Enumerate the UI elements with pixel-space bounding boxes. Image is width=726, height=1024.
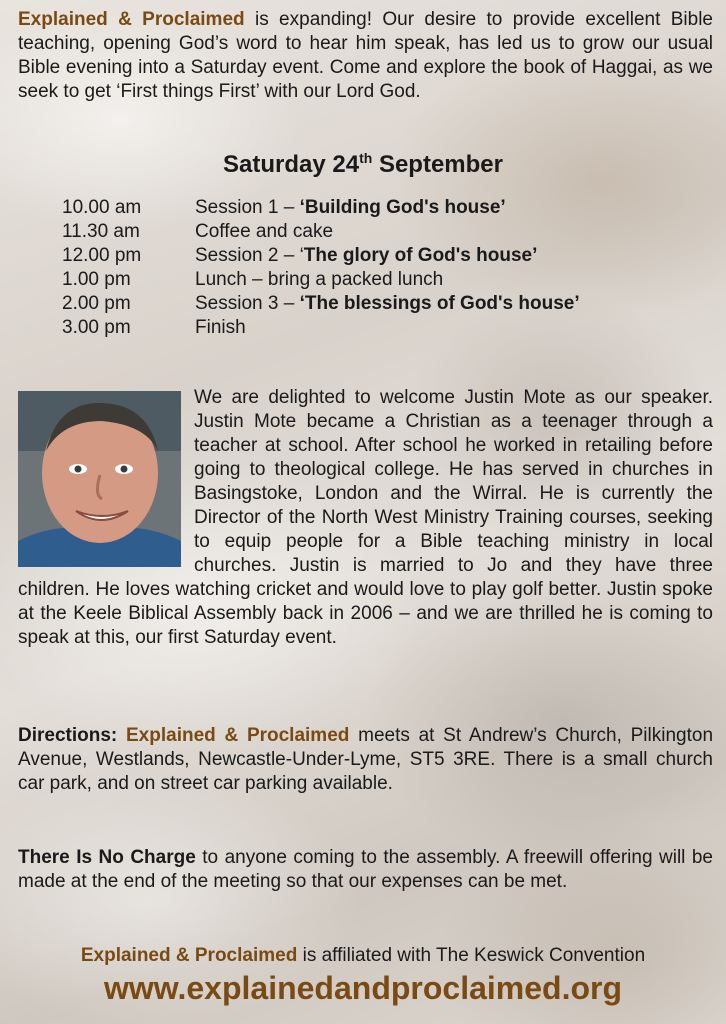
affiliation-line: Explained & Proclaimed is affiliated with The Keswick Convention	[80, 945, 646, 966]
schedule-row: 12.00 pm Session 2 – ‘The glory of God's house’	[62, 245, 538, 266]
speaker-bio: We are delighted to welcome Justin Mote as our speaker. Justin Mote became a Christian as a teenager through a teacher at school. After school he worked in retailing before going to theological college. He has served in churches in Basingstoke, London and the Wirral. He is currently the Director of the North West Ministry Training courses, seeking to equip people for a Bible teaching ministry in local churches. Justin is married to Jo and they have three children. He loves watching cricket and would love to play golf better. Justin spoke at the Keele Biblical Assembly back in 2006 – and we are thrilled he is coming to speak at this, our first Saturday event.	[18, 387, 713, 648]
photo-spacer	[18, 386, 194, 570]
schedule-row: 10.00 am Session 1 – ‘Building God's house’	[62, 197, 506, 218]
charge-paragraph: There Is No Charge to anyone coming to the assembly. A freewill offering will be made at the end of the meeting so that our expenses can be met.	[18, 847, 713, 892]
brand-name: Explained & Proclaimed	[80, 945, 298, 966]
brand-name: Explained & Proclaimed	[18, 9, 245, 30]
schedule-row: 2.00 pm Session 3 – ‘The blessings of God's house’	[62, 293, 580, 314]
schedule-row: 11.30 am Coffee and cake	[62, 221, 334, 242]
event-date: Saturday 24th September	[222, 150, 503, 178]
schedule-list	[62, 196, 580, 340]
directions-label: Directions:	[18, 725, 118, 746]
intro-paragraph	[18, 8, 713, 104]
website-url[interactable]: www.explainedandproclaimed.org	[103, 970, 623, 1006]
schedule-row: 1.00 pm Lunch – bring a packed lunch	[62, 269, 444, 290]
directions-paragraph: Directions: Explained & Proclaimed meets at St Andrew’s Church, Pilkington Avenue, Westlands, Newcastle-Under-Lyme, ST5 3RE. There is a small church car park, and on street car parking available.	[18, 725, 714, 794]
brand-name: Explained & Proclaimed	[126, 725, 350, 746]
charge-label: There Is No Charge	[18, 847, 196, 868]
schedule-row: 3.00 pm Finish	[62, 317, 246, 338]
intro-text: is expanding! Our desire to provide excellent Bible teaching, opening God’s word to hear him speak, has led us to grow our usual Bible evening into a Saturday event. Come and explore the book of Haggai, as we seek to get ‘First things First’ with our Lord God.	[18, 9, 713, 102]
